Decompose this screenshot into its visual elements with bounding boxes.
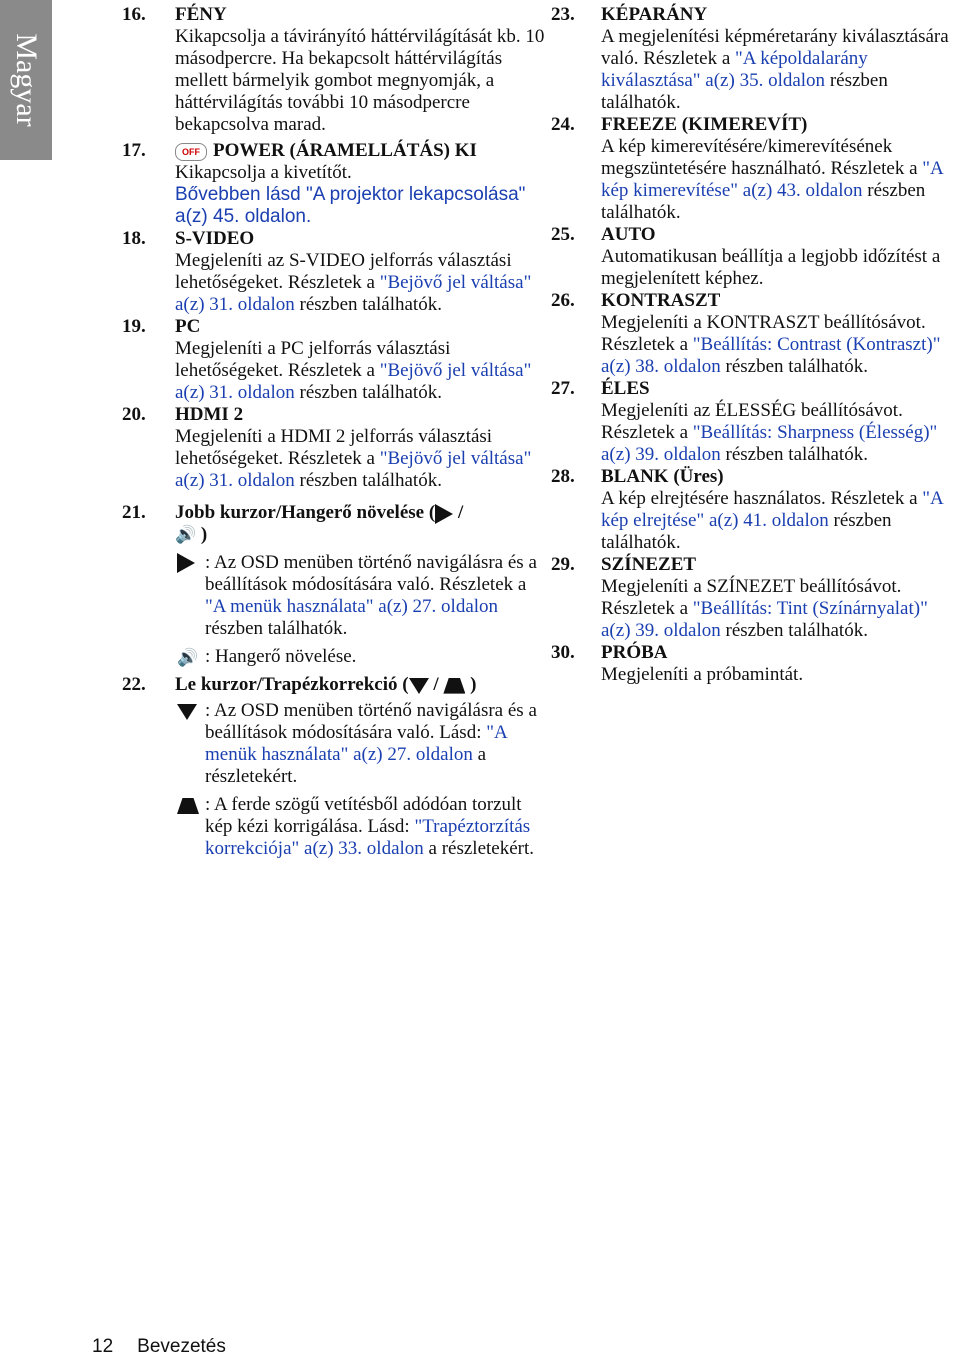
item-title: FREEZE (KIMEREVÍT) xyxy=(601,114,808,135)
right-arrow-icon xyxy=(435,504,453,524)
keystone-icon xyxy=(443,678,465,694)
item-body: Kikapcsolja a kivetítőt. xyxy=(175,162,352,183)
item-link[interactable]: "A menük használata" a(z) 27. oldalon xyxy=(205,722,507,765)
page-number: 12 xyxy=(92,1336,114,1357)
down-arrow-icon xyxy=(409,678,429,694)
item-link[interactable]: "A képoldalarány kiválasztása" a(z) 35. oldalon xyxy=(601,48,868,91)
down-arrow-icon xyxy=(177,704,197,720)
item-body: Automatikusan beállítja a legjobb időzítést a megjelenített képhez. xyxy=(601,246,941,289)
item-23: 23. KÉPARÁNY A megjelenítési képméretarány kiválasztására való. Részletek a "A képoldalarány kiválasztása" a(z) 35. oldalon részben találhatók. xyxy=(551,4,957,114)
item-title: PRÓBA xyxy=(601,642,668,663)
item-18: 18. S-VIDEO Megjeleníti az S-VIDEO jelforrás választási lehetőségeket. Részletek a "Bejövő jel váltása" a(z) 31. oldalon részben találhatók. xyxy=(122,228,547,316)
page-footer xyxy=(92,1336,250,1358)
keystone-icon xyxy=(177,798,199,814)
item-body: A megjelenítési képméretarány kiválasztására való. Részletek a xyxy=(601,26,949,69)
item-title: KÉPARÁNY xyxy=(601,4,708,25)
item-24: 24. FREEZE (KIMEREVÍT) A kép kimerevítésére/kimerevítésének megszüntetésére használható. Részletek a "A kép kimerevítése" a(z) 43. oldalon részben találhatók. xyxy=(551,114,957,224)
item-28: 28. BLANK (Üres) A kép elrejtésére használatos. Részletek a "A kép elrejtése" a(z) 41. oldalon részben találhatók. xyxy=(551,466,957,554)
item-link[interactable]: "Beállítás: Tint (Színárnyalat)" a(z) 39. oldalon xyxy=(601,598,928,641)
section-name: Bevezetés xyxy=(137,1336,226,1357)
item-title: AUTO xyxy=(601,224,656,245)
item-25: 25. AUTO Automatikusan beállítja a legjobb időzítést a megjelenített képhez. xyxy=(551,224,957,290)
language-tab xyxy=(0,0,52,160)
item-title: PC xyxy=(175,316,201,337)
item-title: S-VIDEO xyxy=(175,228,255,249)
volume-icon: 🔊 xyxy=(177,648,199,667)
item-body: Megjeleníti a PC jelforrás választási lehetőségeket. Részletek a xyxy=(175,338,451,381)
right-arrow-desc: : Az OSD menüben történő navigálásra és a beállítások módosítására való. Részletek a "A menük használata" a(z) 27. oldalon részben találhatók. xyxy=(175,552,547,640)
item-body: Kikapcsolja a távirányító háttérvilágítását kb. 10 másodpercre. Ha bekapcsolt háttérvilágítás mellett bármelyik gombot megnyomják, a háttérvilágítás további 10 másodpercre bekapcsolva marad. xyxy=(175,26,545,135)
right-arrow-icon xyxy=(177,553,195,573)
item-link[interactable]: "A menük használata" a(z) 27. oldalon xyxy=(205,596,499,617)
item-title: SZÍNEZET xyxy=(601,554,697,575)
item-30: 30. PRÓBA Megjeleníti a próbamintát. xyxy=(551,642,957,686)
item-body: Megjeleníti a próbamintát. xyxy=(601,664,804,685)
item-title: ÉLES xyxy=(601,378,650,399)
item-20: 20. HDMI 2 Megjeleníti a HDMI 2 jelforrás választási lehetőségeket. Részletek a "Bejövő jel váltása" a(z) 31. oldalon részben találhatók. xyxy=(122,404,547,492)
item-title: Jobb kurzor/Hangerő növelése ( xyxy=(175,502,436,523)
down-arrow-desc: : Az OSD menüben történő navigálásra és a beállítások módosítására való. Lásd: "A menük használata" a(z) 27. oldalon a részletekért. xyxy=(175,700,547,788)
language-tab-label: Magyar xyxy=(10,33,43,127)
item-21: 21. Jobb kurzor/Hangerő növelése ( / 🔊 ) : Az OSD menüben történő navigálásra és a beállítások módosítására való. Részletek a "A menük használata" a(z) 27. oldalon részben találhatók. 🔊 : Hangerő növelése. xyxy=(122,502,547,668)
item-link[interactable]: "Bejövő jel váltása" a(z) 31. oldalon xyxy=(175,272,532,315)
item-body: Megjeleníti az ÉLESSÉG beállítósávot. Részletek a xyxy=(601,400,903,443)
left-column xyxy=(122,4,547,860)
item-body: A kép kimerevítésére/kimerevítésének megszüntetésére használható. Részletek a xyxy=(601,136,918,179)
item-link[interactable]: "Bejövő jel váltása" a(z) 31. oldalon xyxy=(175,360,532,403)
item-title: POWER (ÁRAMELLÁTÁS) KI xyxy=(213,140,477,161)
item-title: FÉNY xyxy=(175,4,227,25)
item-body: Megjeleníti az S-VIDEO jelforrás választási lehetőségeket. Részletek a xyxy=(175,250,512,293)
item-link[interactable]: "Bejövő jel váltása" a(z) 31. oldalon xyxy=(175,448,532,491)
item-19: 19. PC Megjeleníti a PC jelforrás választási lehetőségeket. Részletek a "Bejövő jel váltása" a(z) 31. oldalon részben találhatók. xyxy=(122,316,547,404)
item-title: Le kurzor/Trapézkorrekció ( xyxy=(175,674,409,695)
item-26: 26. KONTRASZT Megjeleníti a KONTRASZT beállítósávot. Részletek a "Beállítás: Contrast (Kontraszt)" a(z) 38. oldalon részben találhatók. xyxy=(551,290,957,378)
volume-up-desc: 🔊 : Hangerő növelése. xyxy=(177,646,357,667)
item-title: KONTRASZT xyxy=(601,290,721,311)
item-17: 17. OFF POWER (ÁRAMELLÁTÁS) KI Kikapcsolja a kivetítőt. Bővebben lásd "A projektor lekapcsolása" a(z) 45. oldalon. xyxy=(122,140,547,228)
item-link[interactable]: "A kép elrejtése" a(z) 41. oldalon xyxy=(601,488,943,531)
item-link[interactable]: "Beállítás: Sharpness (Élesség)" a(z) 39. oldalon xyxy=(601,422,938,465)
item-link[interactable]: "Trapéztorzítás korrekciója" a(z) 33. oldalon xyxy=(205,816,531,859)
item-link[interactable]: "Beállítás: Contrast (Kontraszt)" a(z) 38. oldalon xyxy=(601,334,941,377)
volume-icon: 🔊 xyxy=(175,525,197,544)
item-16: 16. FÉNY Kikapcsolja a távirányító háttérvilágítását kb. 10 másodpercre. Ha bekapcsolt háttérvilágítás mellett bármelyik gombot megnyomják, a háttérvilágítás további 10 másodpercre bekapcsolva marad. xyxy=(122,4,547,136)
keystone-desc: : A ferde szögű vetítésből adódóan torzult kép kézi korrigálása. Lásd: "Trapéztorzítás korrekciója" a(z) 33. oldalon a részletekért. xyxy=(175,794,547,860)
item-title: BLANK (Üres) xyxy=(601,466,724,487)
item-link[interactable]: "A kép kimerevítése" a(z) 43. oldalon xyxy=(601,158,943,201)
item-body: Megjeleníti a HDMI 2 jelforrás választási lehetőségeket. Részletek a xyxy=(175,426,493,469)
off-button-icon: OFF xyxy=(175,143,207,161)
item-22: 22. Le kurzor/Trapézkorrekció ( / ) : Az OSD menüben történő navigálásra és a beállítások módosítására való. Lásd: "A menük használata" a(z) 27. oldalon a részletekért. : A ferde szögű vetítésből adódóan torzult kép kézi korrigálása. Lásd: "Trapéztorzítás korrekciója" a(z) 33. oldalon a részletekért. xyxy=(122,674,547,860)
item-body: A kép elrejtésére használatos. Részletek a xyxy=(601,488,918,509)
item-title: HDMI 2 xyxy=(175,404,244,425)
item-link[interactable]: Bővebben lásd "A projektor lekapcsolása" a(z) 45. oldalon. xyxy=(175,184,526,227)
item-29: 29. SZÍNEZET Megjeleníti a SZÍNEZET beállítósávot. Részletek a "Beállítás: Tint (Színárnyalat)" a(z) 39. oldalon részben találhatók. xyxy=(551,554,957,642)
item-body: Megjeleníti a SZÍNEZET beállítósávot. Részletek a xyxy=(601,576,902,619)
item-27: 27. ÉLES Megjeleníti az ÉLESSÉG beállítósávot. Részletek a "Beállítás: Sharpness (Élesség)" a(z) 39. oldalon részben találhatók. xyxy=(551,378,957,466)
item-body: Megjeleníti a KONTRASZT beállítósávot. Részletek a xyxy=(601,312,926,355)
right-column xyxy=(551,4,957,686)
